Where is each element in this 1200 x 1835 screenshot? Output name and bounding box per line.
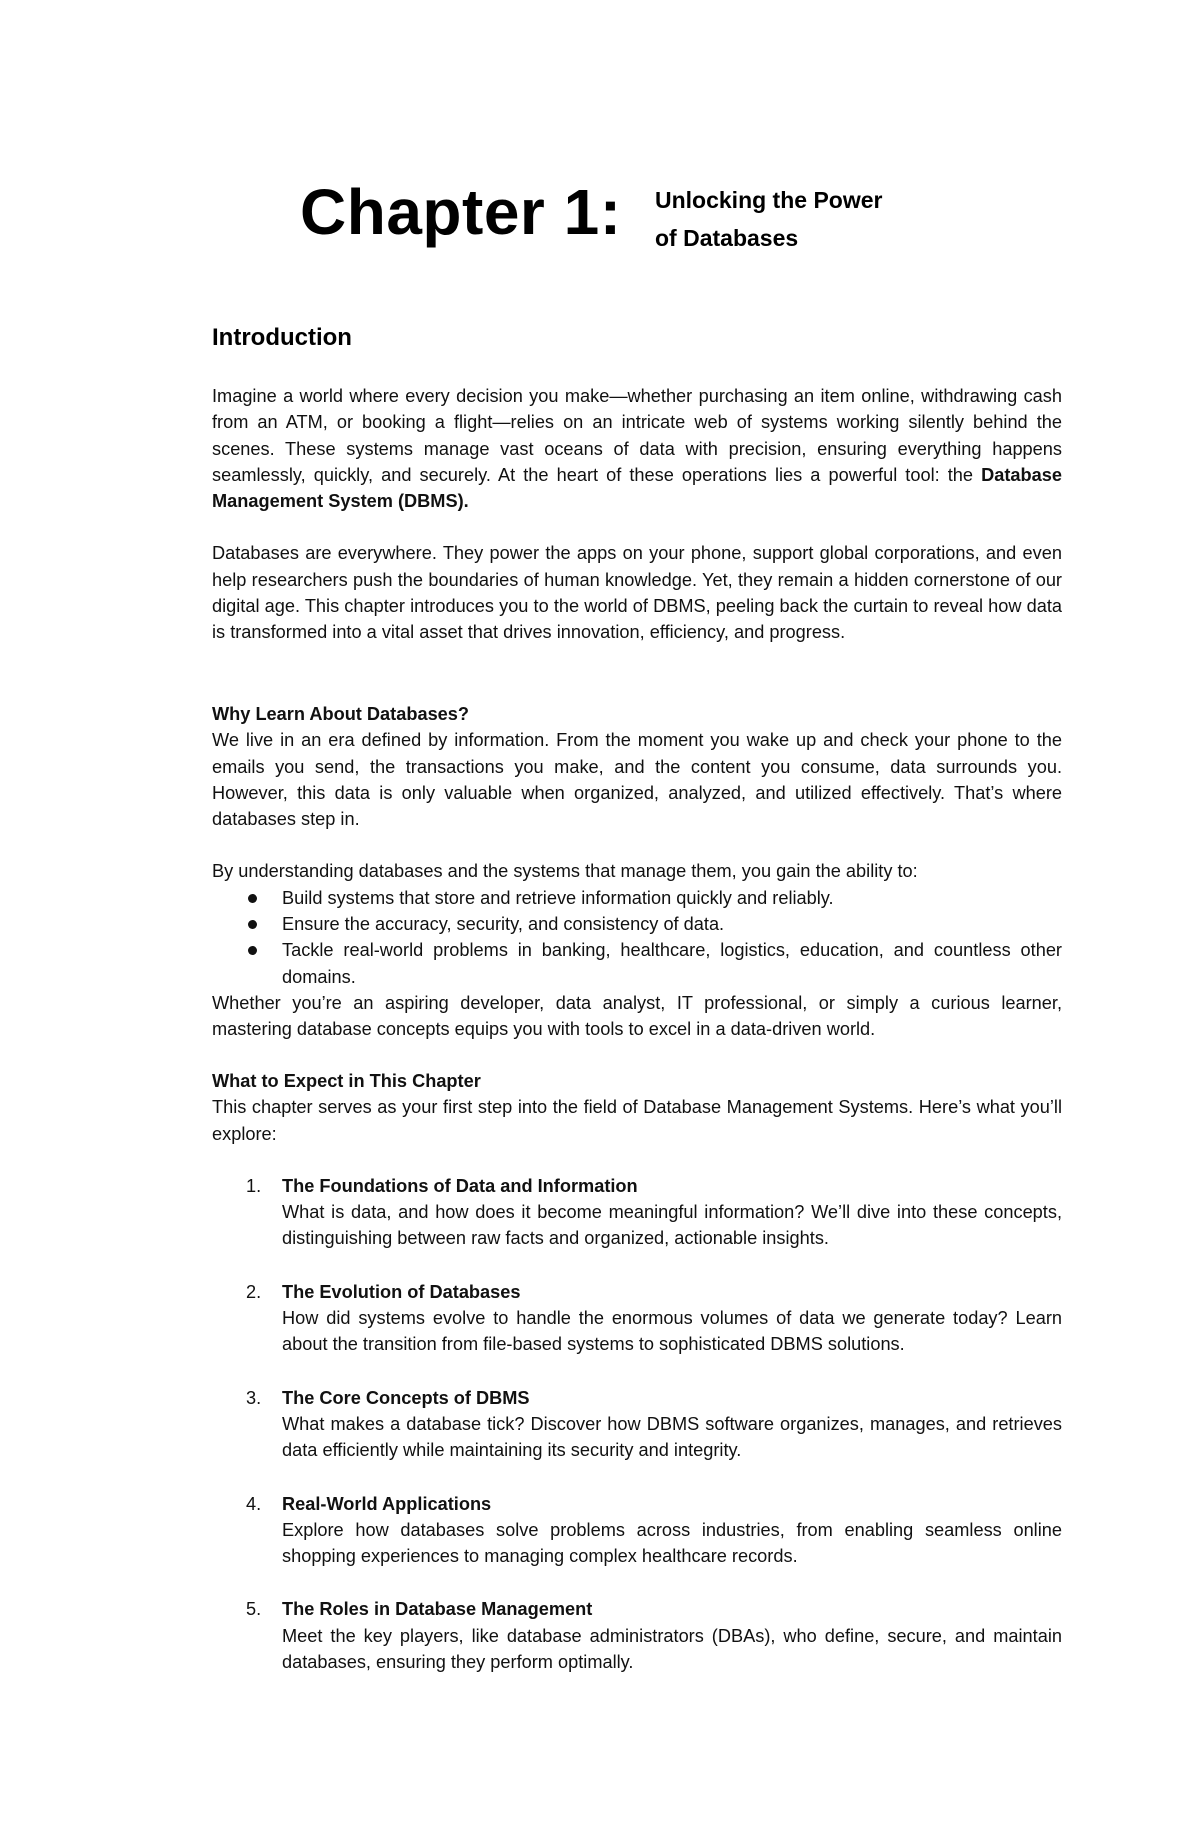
topic-title: The Core Concepts of DBMS [282,1387,530,1408]
chapter-subtitle-line-1: Unlocking the Power [655,187,883,213]
list-item [212,911,1062,937]
why-learn-heading: Why Learn About Databases? [212,704,470,724]
topic-number: 3. [246,1387,262,1408]
topic-item [212,1491,1062,1570]
topic-description: What makes a database tick? Discover how DBMS software organizes, manages, and retrieves data efficiently while maintaining its security and integrity. [282,1413,1062,1461]
list-item [212,937,1062,990]
topic-title: The Roles in Database Management [282,1599,593,1620]
topic-number: 1. [246,1175,262,1196]
topic-number: 4. [246,1493,262,1514]
why-learn-paragraph-3: Whether you’re an aspiring developer, data analyst, IT professional, or simply a curious learner, mastering database concepts equips you with tools to excel in a data-driven world. [212,992,1062,1040]
topic-number: 2. [246,1281,262,1302]
topic-number: 5. [246,1599,262,1620]
list-item-text: Tackle real-world problems in banking, healthcare, logistics, education, and countless other domains. [282,940,1062,987]
list-item [212,885,1062,911]
topic-item [212,1385,1062,1464]
chapter-subtitle [655,181,955,257]
ability-list [212,885,1062,990]
bullet-icon [248,894,257,903]
topic-title: The Foundations of Data and Information [282,1175,638,1196]
introduction-heading: Introduction [212,324,352,351]
introduction-paragraph-2: Databases are everywhere. They power the apps on your phone, support global corporations, and even help researchers push the boundaries of human knowledge. Yet, they remain a hidden cornerstone of our digital age. This chapter introduces you to the world of DBMS, peeling back the curtain to reveal how data is transformed into a vital asset that drives innovation, efficiency, and progress. [212,543,1062,643]
expect-heading: What to Expect in This Chapter [212,1071,481,1091]
list-item-text: Ensure the accuracy, security, and consistency of data. [282,914,725,935]
bullet-icon [248,946,257,955]
expect-section [212,1068,1062,1702]
topic-title: The Evolution of Databases [282,1281,521,1302]
why-learn-paragraph-1: We live in an era defined by information. From the moment you wake up and check your phone to the emails you send, the transactions you make, and the content you consume, data surrounds you. However, this data is only valuable when organized, analyzed, and utilized effectively. That’s where databases step in. [212,730,1062,830]
topic-description: Explore how databases solve problems across industries, from enabling seamless online shopping experiences to managing complex healthcare records. [282,1519,1062,1567]
chapter-label: Chapter 1: [300,176,622,248]
topic-title: Real-World Applications [282,1493,492,1514]
chapter-header [300,175,1000,275]
chapter-subtitle-line-2: of Databases [655,225,799,251]
introduction-paragraph-1-text: Imagine a world where every decision you make—whether purchasing an item online, withdrawing cash from an ATM, or booking a flight—relies on an intricate web of systems working silently behind the scenes. These systems manage vast oceans of data with precision, ensuring everything happens seamlessly, quickly, and securely. At the heart of these operations lies a powerful tool: the [212,386,1062,485]
topic-description: Meet the key players, like database administrators (DBAs), who define, secure, and maintain databases, ensuring they perform optimally. [282,1625,1062,1673]
list-item-text: Build systems that store and retrieve information quickly and reliably. [282,887,834,908]
introduction-body [212,383,1062,646]
expect-intro: This chapter serves as your first step into the field of Database Management Systems. Here’s what you’ll explore: [212,1097,1062,1144]
why-learn-section [212,701,1062,1043]
introduction-paragraph-1-end: . [463,491,469,512]
topic-description: How did systems evolve to handle the enormous volumes of data we generate today? Learn about the transition from file-based systems to sophisticated DBMS solutions. [282,1308,1062,1355]
introduction-paragraph-1 [212,383,1062,514]
topic-item [212,1596,1062,1675]
bullet-icon [248,920,257,929]
topic-list [212,1173,1062,1675]
dbms-term: Database Management System (DBMS) [212,464,1062,512]
topic-item [212,1279,1062,1358]
topic-item [212,1173,1062,1252]
topic-description: What is data, and how does it become meaningful information? We’ll dive into these concepts, distinguishing between raw facts and organized, actionable insights. [282,1202,1062,1249]
why-learn-paragraph-2: By understanding databases and the systems that manage them, you gain the ability to: [212,861,918,882]
